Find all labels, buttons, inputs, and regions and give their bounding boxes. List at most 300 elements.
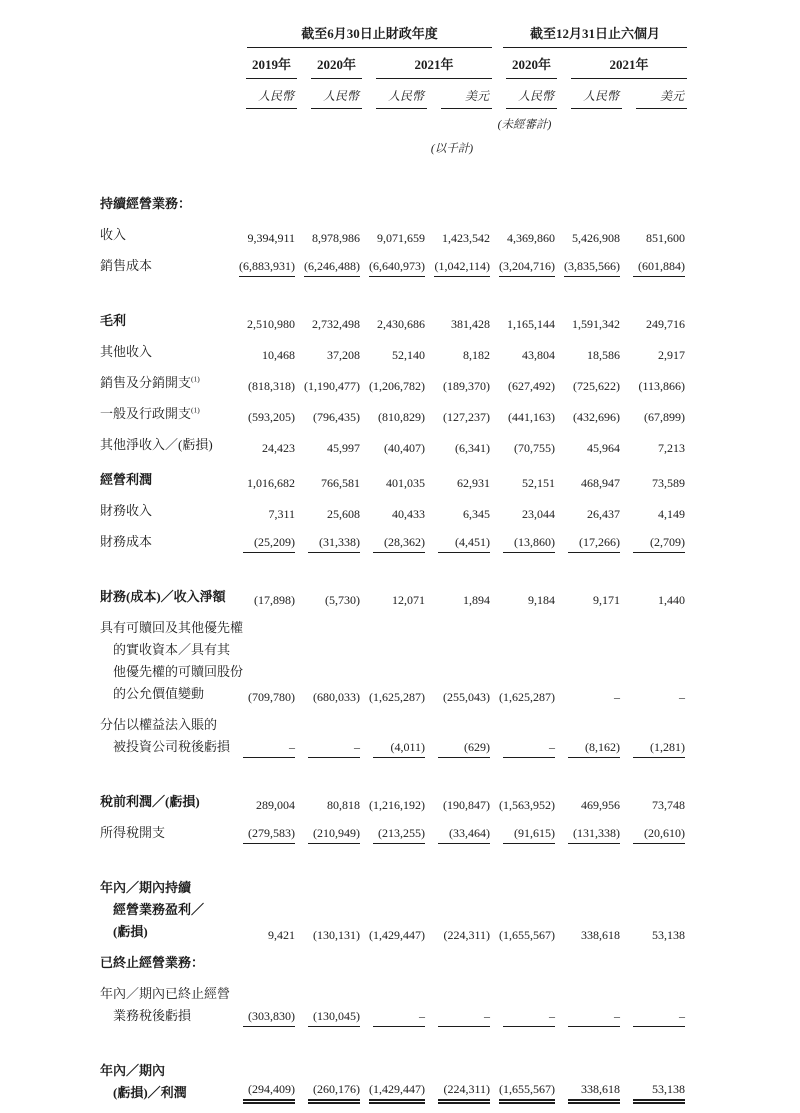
row-label-cell — [100, 434, 232, 465]
currency-label: 美元 — [441, 79, 492, 109]
row-label-line: 銷售及分銷開支$^{(1)}$ — [100, 374, 200, 390]
value-cell — [297, 500, 362, 531]
row-label-line: 一般及行政開支$^{(1)}$ — [100, 405, 200, 421]
table-row-cost-of-sales — [100, 255, 687, 286]
value-cell — [232, 403, 297, 434]
row-label-line: 年內／期內已終止經營 — [100, 986, 231, 1001]
value-cell — [622, 224, 687, 255]
cell-value: (593,205) — [248, 410, 295, 424]
cell-value: 1,423,542 — [442, 231, 491, 245]
table-body — [100, 159, 687, 1113]
unaudited-note-cell — [362, 109, 427, 133]
value-cell — [297, 1036, 362, 1113]
value-cell — [557, 562, 622, 617]
row-label-cell — [100, 255, 232, 286]
cell-value: 766,581 — [321, 476, 360, 490]
row-label-line: 銷售成本 — [100, 258, 153, 273]
value-cell — [492, 562, 557, 617]
cell-value: 40,433 — [392, 507, 425, 521]
table-row-share-of-losses-equity-investees — [100, 714, 687, 767]
table-row-net-finance-cost-income — [100, 562, 687, 617]
value-cell — [427, 617, 492, 714]
row-label-line: 持續經營業務： — [100, 196, 192, 211]
cell-value: 1,591,342 — [572, 317, 621, 331]
cell-value: 468,947 — [581, 476, 621, 490]
currency-label: 人民幣 — [376, 79, 427, 109]
value-cell — [232, 1036, 297, 1113]
value-cell — [557, 714, 622, 767]
value-cell — [492, 434, 557, 465]
row-label-cell — [100, 617, 244, 714]
value-cell — [427, 822, 492, 853]
footnote-marker: (1) — [191, 374, 200, 384]
cell-value: (91,615) — [503, 825, 555, 844]
table-row-continuing-operations-heading — [100, 159, 687, 224]
value-cell — [427, 224, 492, 255]
row-label-line: 稅前利潤／(虧損) — [100, 794, 200, 809]
cell-value: 10,468 — [262, 348, 295, 362]
value-cell — [362, 952, 427, 983]
value-cell — [297, 403, 362, 434]
value-cell — [232, 224, 297, 255]
header-year-row — [100, 48, 687, 79]
cell-value: – — [308, 739, 360, 758]
cell-value: (8,162) — [568, 739, 620, 758]
cell-value: (190,847) — [443, 798, 491, 812]
cell-value: 8,182 — [463, 348, 491, 362]
cell-value: (629) — [438, 739, 490, 758]
cell-value: (818,318) — [248, 379, 295, 393]
value-cell — [297, 531, 362, 562]
value-cell — [427, 767, 492, 822]
value-cell — [362, 767, 427, 822]
cell-value: (2,709) — [633, 534, 685, 553]
value-cell — [492, 822, 557, 853]
value-cell — [557, 500, 622, 531]
cell-value: (70,755) — [514, 441, 556, 455]
value-cell — [427, 255, 492, 286]
row-label-cell — [100, 1036, 232, 1113]
cell-value: – — [614, 690, 621, 704]
value-cell — [557, 434, 622, 465]
cell-value: (432,696) — [573, 410, 621, 424]
cell-value: (13,860) — [503, 534, 555, 553]
table-row-general-admin-expenses — [100, 403, 687, 434]
period-group-cell — [232, 26, 492, 48]
value-cell — [362, 822, 427, 853]
value-cell — [362, 617, 427, 714]
cell-value: (796,435) — [313, 410, 360, 424]
unaudited-note-cell — [232, 109, 297, 133]
value-cell — [232, 500, 297, 531]
cell-value: (1,206,782) — [369, 379, 425, 393]
value-cell — [232, 853, 297, 952]
cell-value: 289,004 — [256, 798, 295, 812]
row-label-line: 已終止經營業務： — [100, 955, 205, 970]
cell-value: 45,964 — [587, 441, 621, 455]
year-cell — [362, 48, 492, 79]
value-cell — [622, 286, 687, 341]
cell-value: 80,818 — [327, 798, 360, 812]
cell-value: 7,311 — [268, 507, 295, 521]
row-label-line: (虧損)／利潤 — [113, 1085, 187, 1100]
row-label-line: 業務稅後虧損 — [113, 1008, 192, 1023]
value-cell — [492, 1036, 557, 1113]
cell-value: (31,338) — [308, 534, 360, 553]
cell-value: 52,140 — [392, 348, 425, 362]
value-cell — [557, 403, 622, 434]
cell-value: (255,043) — [443, 690, 491, 704]
value-cell — [622, 403, 687, 434]
unaudited-note: (未經審計) — [497, 119, 552, 131]
table-row-operating-profit — [100, 465, 687, 500]
value-cell — [427, 983, 492, 1036]
value-cell — [492, 767, 557, 822]
cell-value: 851,600 — [646, 231, 686, 245]
cell-value: (33,464) — [438, 825, 490, 844]
row-label-line: 的公允價值變動 — [113, 686, 205, 701]
value-cell — [362, 159, 427, 224]
value-cell — [622, 159, 687, 224]
currency-label: 美元 — [636, 79, 687, 109]
cell-value: (3,835,566) — [564, 258, 620, 277]
table-row-discontinued-loss-after-tax — [100, 983, 687, 1036]
cell-value: (627,492) — [508, 379, 556, 393]
value-cell — [297, 822, 362, 853]
cell-value: (17,266) — [568, 534, 620, 553]
value-cell — [232, 255, 297, 286]
currency-cell — [362, 79, 427, 109]
value-cell — [622, 983, 687, 1036]
cell-value: 9,071,659 — [377, 231, 425, 245]
cell-value: (127,237) — [443, 410, 491, 424]
row-label-cell — [100, 714, 232, 767]
value-cell — [362, 853, 427, 952]
value-cell — [557, 983, 622, 1036]
cell-value: (210,949) — [308, 825, 360, 844]
value-cell — [362, 500, 427, 531]
cell-value: (6,341) — [455, 441, 491, 455]
value-cell — [297, 255, 362, 286]
cell-value: (601,884) — [633, 258, 685, 277]
cell-value: – — [503, 739, 555, 758]
period-group-title: 截至12月31日止六個月 — [503, 26, 687, 48]
value-cell — [622, 1036, 687, 1113]
cell-value: – — [633, 1008, 685, 1027]
value-cell — [427, 372, 492, 403]
table-row-other-income — [100, 341, 687, 372]
row-label-cell — [100, 562, 232, 617]
value-cell — [557, 372, 622, 403]
cell-value: (130,045) — [308, 1008, 360, 1027]
value-cell — [232, 531, 297, 562]
value-cell — [622, 562, 687, 617]
value-cell — [622, 531, 687, 562]
value-cell — [297, 286, 362, 341]
cell-value: – — [438, 1008, 490, 1027]
value-cell — [427, 952, 492, 983]
table-row-gross-profit — [100, 286, 687, 341]
cell-value: (1,655,567) — [499, 928, 556, 942]
value-cell — [362, 403, 427, 434]
cell-value: (1,042,114) — [434, 258, 490, 277]
cell-value: – — [503, 1008, 555, 1027]
cell-value: 401,035 — [386, 476, 425, 490]
currency-label: 人民幣 — [506, 79, 557, 109]
row-label-cell — [100, 531, 232, 562]
header-corner-cell — [100, 48, 232, 79]
value-cell — [557, 341, 622, 372]
value-cell — [297, 341, 362, 372]
value-cell — [492, 853, 557, 952]
row-label-cell — [100, 500, 232, 531]
cell-value: 338,618 — [581, 928, 621, 942]
value-cell — [492, 531, 557, 562]
value-cell — [297, 952, 362, 983]
cell-value: 4,149 — [658, 507, 686, 521]
cell-value: 9,184 — [528, 593, 556, 607]
cell-value: 24,423 — [262, 441, 295, 455]
value-cell — [557, 465, 622, 500]
cell-value: 53,138 — [633, 1081, 685, 1104]
table-row-profit-loss-before-tax — [100, 767, 687, 822]
cell-value: (1,216,192) — [369, 798, 425, 812]
value-cell — [297, 983, 362, 1036]
value-cell — [557, 159, 622, 224]
value-cell — [362, 224, 427, 255]
row-label-cell — [100, 767, 232, 822]
value-cell — [492, 255, 557, 286]
table-row-profit-loss-continuing-operations — [100, 853, 687, 952]
value-cell — [362, 286, 427, 341]
cell-value: 1,440 — [658, 593, 686, 607]
value-cell — [362, 465, 427, 500]
value-cell — [232, 465, 297, 500]
cell-value: 9,421 — [268, 928, 295, 942]
row-label-cell — [100, 853, 232, 952]
value-cell — [297, 465, 362, 500]
currency-cell — [297, 79, 362, 109]
table-row-selling-distribution-expenses — [100, 372, 687, 403]
year-label: 2020年 — [311, 48, 362, 79]
cell-value: 381,428 — [451, 317, 491, 331]
header-corner-cell — [100, 26, 232, 48]
value-cell — [557, 767, 622, 822]
value-cell — [492, 224, 557, 255]
currency-label: 人民幣 — [571, 79, 622, 109]
row-label-cell — [100, 341, 232, 372]
cell-value: 1,894 — [463, 593, 491, 607]
value-cell — [297, 159, 362, 224]
cell-value: (25,209) — [243, 534, 295, 553]
value-cell — [297, 224, 362, 255]
value-cell — [622, 255, 687, 286]
value-cell — [622, 617, 687, 714]
cell-value: (131,338) — [568, 825, 620, 844]
value-cell — [297, 853, 362, 952]
cell-value: – — [243, 739, 295, 758]
table-row-finance-costs — [100, 531, 687, 562]
unaudited-note-cell — [492, 109, 557, 133]
value-cell — [232, 562, 297, 617]
cell-value: (6,883,931) — [239, 258, 295, 277]
year-label: 2019年 — [246, 48, 297, 79]
cell-value: (17,898) — [254, 593, 295, 607]
value-cell — [362, 562, 427, 617]
value-cell — [362, 434, 427, 465]
value-cell — [297, 434, 362, 465]
currency-label: 人民幣 — [246, 79, 297, 109]
currency-cell — [492, 79, 557, 109]
value-cell — [232, 341, 297, 372]
year-label: 2021年 — [376, 48, 492, 79]
cell-value: 7,213 — [658, 441, 686, 455]
row-label-line: 毛利 — [100, 313, 127, 328]
unaudited-note-cell — [297, 109, 362, 133]
value-cell — [492, 286, 557, 341]
value-cell — [232, 767, 297, 822]
value-cell — [492, 714, 557, 767]
row-label-line: 財務成本 — [100, 534, 153, 549]
row-label-cell — [100, 983, 232, 1036]
period-group-cell — [492, 26, 687, 48]
currency-cell — [232, 79, 297, 109]
cell-value: (1,429,447) — [369, 1081, 425, 1104]
cell-value: (303,830) — [243, 1008, 295, 1027]
cell-value: (130,131) — [313, 928, 360, 942]
table-row-discontinued-operations-heading — [100, 952, 687, 983]
row-label-line: 經營業務盈利／ — [113, 902, 205, 917]
value-cell — [232, 159, 297, 224]
table-row-other-net-income-loss — [100, 434, 687, 465]
row-label-line: 收入 — [100, 227, 127, 242]
value-cell — [362, 1036, 427, 1113]
cell-value: (680,033) — [313, 690, 360, 704]
cell-value: 2,917 — [658, 348, 686, 362]
value-cell — [427, 434, 492, 465]
value-cell — [492, 159, 557, 224]
cell-value: (3,204,716) — [499, 258, 555, 277]
value-cell — [232, 983, 297, 1036]
cell-value: (189,370) — [443, 379, 491, 393]
financial-summary-table — [100, 26, 687, 1113]
cell-value: – — [679, 690, 686, 704]
value-cell — [492, 465, 557, 500]
value-cell — [557, 255, 622, 286]
cell-value: 18,586 — [587, 348, 621, 362]
row-label-line: 其他淨收入／(虧損) — [100, 437, 213, 452]
value-cell — [427, 341, 492, 372]
cell-value: (1,625,287) — [499, 690, 556, 704]
row-label-line: 財務收入 — [100, 503, 153, 518]
cell-value: (5,730) — [325, 593, 360, 607]
cell-value: (260,176) — [308, 1081, 360, 1104]
cell-value: (6,640,973) — [369, 258, 425, 277]
cell-value: (4,011) — [373, 739, 425, 758]
cell-value: 73,589 — [652, 476, 686, 490]
value-cell — [492, 341, 557, 372]
value-cell — [557, 531, 622, 562]
cell-value: 62,931 — [457, 476, 491, 490]
year-cell — [232, 48, 297, 79]
header-unaudited-row — [100, 109, 687, 133]
value-cell — [362, 714, 427, 767]
row-label-line: 財務(成本)／收入淨額 — [100, 589, 226, 604]
row-label-cell — [100, 159, 232, 224]
cell-value: 2,732,498 — [312, 317, 360, 331]
year-cell — [492, 48, 557, 79]
value-cell — [622, 853, 687, 952]
header-corner-cell — [100, 109, 232, 133]
currency-cell — [557, 79, 622, 109]
value-cell — [232, 434, 297, 465]
cell-value: (67,899) — [644, 410, 686, 424]
cell-value: 26,437 — [587, 507, 621, 521]
cell-value: 12,071 — [392, 593, 425, 607]
currency-cell — [622, 79, 687, 109]
value-cell — [622, 372, 687, 403]
cell-value: 2,510,980 — [247, 317, 295, 331]
value-cell — [232, 286, 297, 341]
cell-value: 1,165,144 — [507, 317, 556, 331]
cell-value: (6,246,488) — [304, 258, 360, 277]
value-cell — [232, 372, 297, 403]
value-cell — [427, 1036, 492, 1113]
value-cell — [557, 286, 622, 341]
value-cell — [622, 500, 687, 531]
value-cell — [622, 952, 687, 983]
year-label: 2021年 — [571, 48, 687, 79]
value-cell — [297, 714, 362, 767]
value-cell — [362, 341, 427, 372]
cell-value: (709,780) — [248, 690, 295, 704]
value-cell — [557, 853, 622, 952]
cell-value: 8,978,986 — [312, 231, 360, 245]
cell-value: (1,563,952) — [499, 798, 556, 812]
value-cell — [362, 372, 427, 403]
cell-value: 43,804 — [522, 348, 556, 362]
cell-value: (1,429,447) — [369, 928, 425, 942]
cell-value: (113,866) — [638, 379, 686, 393]
row-label-line: 分佔以權益法入賬的 — [100, 717, 218, 732]
header-corner-cell — [100, 79, 232, 109]
value-cell — [427, 403, 492, 434]
value-cell — [427, 465, 492, 500]
cell-value: 25,608 — [327, 507, 360, 521]
value-cell — [427, 500, 492, 531]
cell-value: – — [373, 1008, 425, 1027]
value-cell — [232, 714, 297, 767]
row-label-cell — [100, 286, 232, 341]
value-cell — [362, 255, 427, 286]
table-row-finance-income — [100, 500, 687, 531]
unaudited-note-cell — [427, 109, 492, 133]
row-label-cell — [100, 372, 232, 403]
footnote-marker: (1) — [191, 405, 200, 415]
cell-value: 73,748 — [652, 798, 686, 812]
cell-value: (1,190,477) — [304, 379, 360, 393]
row-label-line: 被投資公司稅後虧損 — [113, 739, 231, 754]
cell-value: (224,311) — [443, 928, 491, 942]
unaudited-note-cell — [557, 109, 622, 133]
value-cell — [297, 617, 362, 714]
cell-value: 9,394,911 — [247, 231, 295, 245]
cell-value: 53,138 — [652, 928, 686, 942]
value-cell — [622, 341, 687, 372]
row-label-line: 具有可贖回及其他優先權 — [100, 620, 244, 635]
year-cell — [297, 48, 362, 79]
cell-value: 6,345 — [463, 507, 491, 521]
